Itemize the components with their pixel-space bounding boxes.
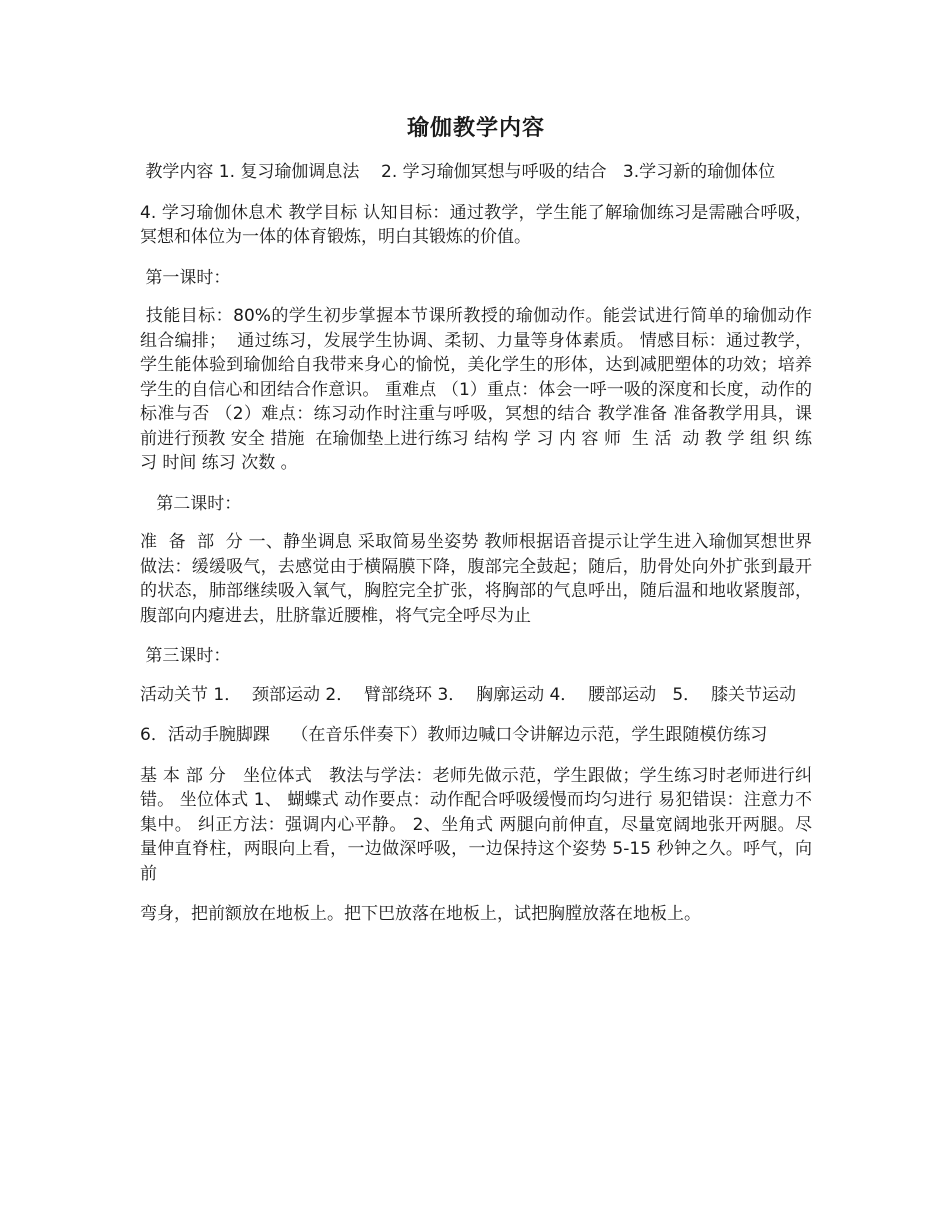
paragraph-forward-bend: 弯身，把前额放在地板上。把下巴放落在地板上，试把胸膛放落在地板上。	[140, 904, 701, 924]
heading-lesson-two: 第二课时：	[140, 493, 242, 514]
paragraph-teaching-content: 教学内容 1. 复习瑜伽调息法 2. 学习瑜伽冥想与呼吸的结合 3.学习新的瑜伽体位	[140, 162, 776, 182]
document-title: 瑜伽教学内容	[406, 116, 545, 141]
paragraph-teaching-goals: 4. 学习瑜伽休息术 教学目标 认知目标：通过教学，学生能了解瑜伽练习是需融合呼吸，冥想和体位为一体的体育锻炼，明白其锻炼的价值。	[140, 202, 812, 247]
paragraph-skill-goals: 技能目标：80%的学生初步掌握本节课所教授的瑜伽动作。能尝试进行简单的瑜伽动作组合编排； 通过练习，发展学生协调、柔韧、力量等身体素质。 情感目标：通过教学，学生能体验到瑜伽给自我带来身心的愉悦，美化学生的形体，达到减肥塑体的功效；培养学生的自信心和团结合作意识。 重难点 （1）重点：体会一呼一吸的深度和长度，动作的标准与否 （2）难点：练习动作时注重与呼吸，冥想的结合 教学准备 准备教学用具，课前进行预教 安全 措施 在瑜伽垫上进行练习 结构 学 习 内 容 师 生 活 动 教 学 组 织 练习 时间 练习 次数 。	[140, 306, 812, 473]
heading-lesson-three: 第三课时：	[140, 646, 231, 666]
document-page	[140, 112, 818, 943]
paragraph-wrist-ankle: 6．活动手腕脚踝 （在音乐伴奏下）教师边喊口令讲解边示范，学生跟随模仿练习	[140, 725, 768, 745]
paragraph-preparation: 准 备 部 分 一、静坐调息 采取简易坐姿势 教师根据语音提示让学生进入瑜伽冥想世界 做法：缓缓吸气，去感觉由于横隔膜下降，腹部完全鼓起；随后，肋骨处向外扩张到最开的状态，肺部继续吸入氧气，胸腔完全扩张，将胸部的气息呼出，随后温和地收紧腹部，腹部向内瘪进去，肚脐靠近腰椎，将气完全呼尽为止	[140, 532, 818, 626]
paragraph-joint-activities: 活动关节 1． 颈部运动 2． 臂部绕环 3． 胸廓运动 4． 腰部运动 5． 膝关节运动	[140, 684, 796, 705]
paragraph-basic-section: 基 本 部 分 坐位体式 教法与学法：老师先做示范，学生跟做；学生练习时老师进行纠错。 坐位体式 1、 蝴蝶式 动作要点：动作配合呼吸缓慢而均匀进行 易犯错误：注意力不集中。 纠正方法：强调内心平静。 2、坐角式 两腿向前伸直，尽量宽阔地张开两腿。尽量伸直脊柱，两眼向上看，一边做深呼吸，一边保持这个姿势 5-15 秒钟之久。呼气，向前	[140, 765, 812, 884]
heading-lesson-one: 第一课时：	[140, 267, 231, 288]
